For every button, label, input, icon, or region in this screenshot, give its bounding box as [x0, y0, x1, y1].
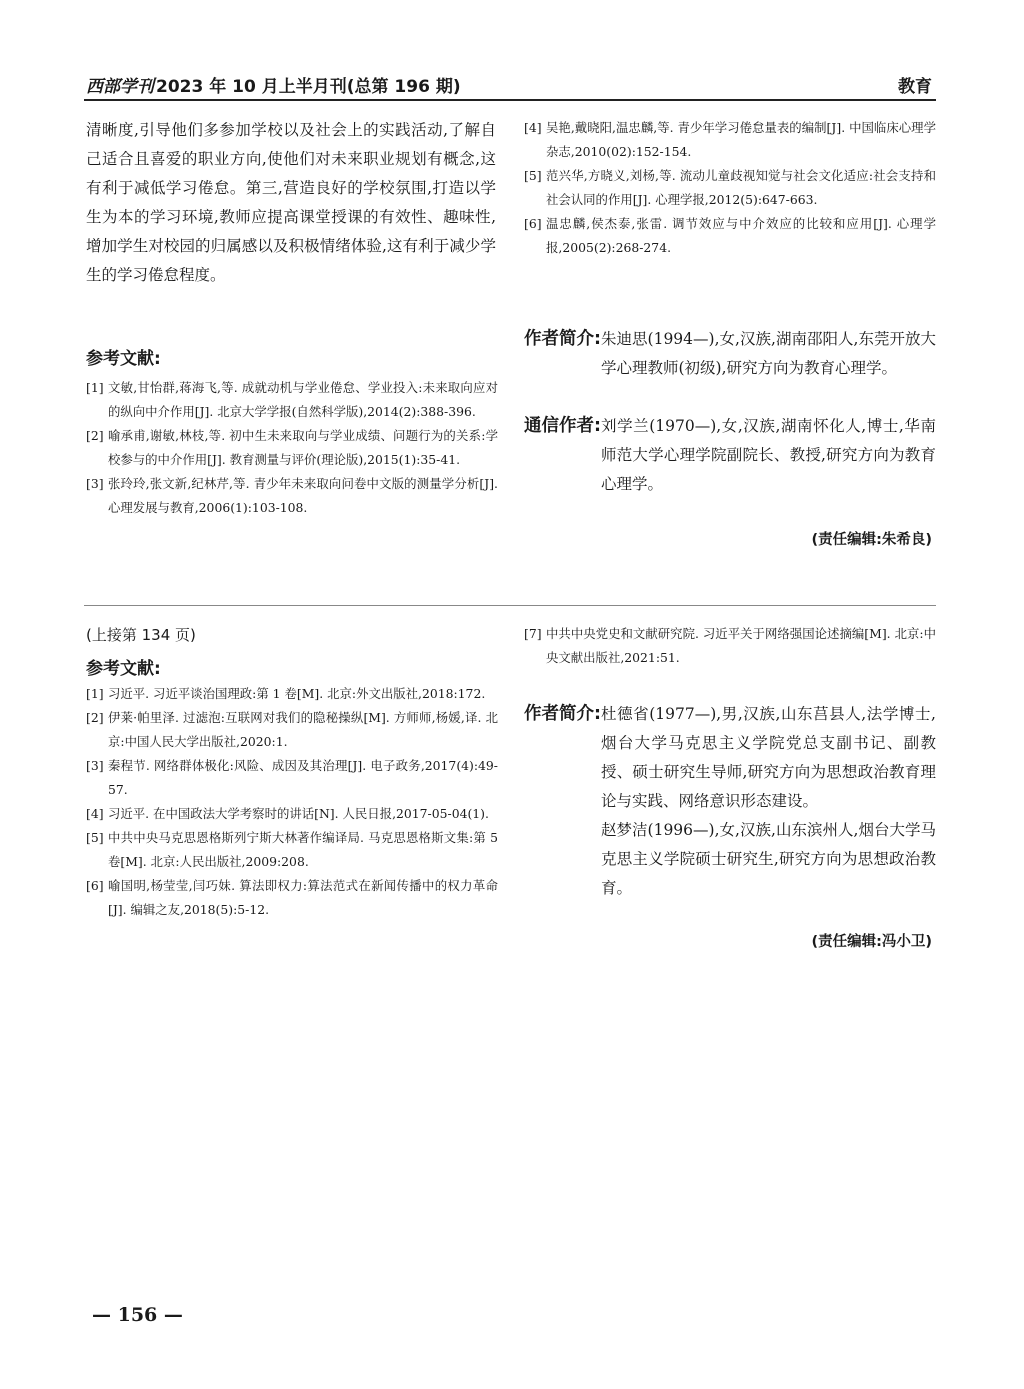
reference-item: [4] 习近平. 在中国政法大学考察时的讲话[N]. 人民日报,2017-05-04(1). — [86, 806, 489, 821]
reference-item: [5] 中共中央马克思恩格斯列宁斯大林著作编译局. 马克思恩格斯文集:第 5 卷[M]. 北京:人民出版社,2009:208. — [86, 830, 498, 869]
responsible-editor: (责任编辑:冯小卫) — [811, 934, 932, 950]
journal-header — [86, 72, 461, 97]
reference-item: [5] 范兴华,方晓义,刘杨,等. 流动儿童歧视知觉与社会文化适应:社会支持和社会认同的作用[J]. 心理学报,2012(5):647-663. — [524, 168, 936, 207]
reference-item: [6] 温忠麟,侯杰泰,张雷. 调节效应与中介效应的比较和应用[J]. 心理学报,2005(2):268-274. — [524, 216, 936, 255]
reference-item: [3] 张玲玲,张文新,纪林芹,等. 青少年未来取向问卷中文版的测量学分析[J]. 心理发展与教育,2006(1):103-108. — [86, 476, 498, 515]
body-paragraph: 清晰度,引导他们多参加学校以及社会上的实践活动,了解自己适合且喜爱的职业方向,使他们对未来职业规划有概念,这有利于减低学习倦怠。第三,营造良好的学校氛围,打造以学生为本的学习环境,教师应提高课堂授课的有效性、趣味性,增加学生对校园的归属感以及积极情绪体验,这有利于减少学生的学习倦怠程度。 — [86, 121, 496, 284]
corresponding-author — [524, 412, 936, 499]
author-bio — [524, 700, 936, 903]
reference-item: [6] 喻国明,杨莹莹,闫巧妹. 算法即权力:算法范式在新闻传播中的权力革命[J]. 编辑之友,2018(5):5-12. — [86, 878, 498, 917]
references-heading: 参考文献: — [86, 659, 161, 679]
reference-list-bottom-left — [86, 682, 498, 922]
journal-logo: 西部学刊 — [86, 77, 154, 97]
reference-item: [2] 伊莱·帕里泽. 过滤泡:互联网对我们的隐秘操纵[M]. 方师师,杨媛,译. 北京:中国人民大学出版社,2020:1. — [86, 710, 498, 749]
corresponding-author-label: 通信作者: — [524, 416, 601, 436]
author-bio-label: 作者简介: — [524, 329, 601, 349]
reference-item: [4] 吴艳,戴晓阳,温忠麟,等. 青少年学习倦怠量表的编制[J]. 中国临床心理学杂志,2010(02):152-154. — [524, 120, 936, 159]
responsible-editor: (责任编辑:朱希良) — [811, 532, 932, 548]
corresponding-author-text: 刘学兰(1970—),女,汉族,湖南怀化人,博士,华南师范大学心理学院副院长、教授,研究方向为教育心理学。 — [601, 417, 936, 493]
reference-item: [1] 习近平. 习近平谈治国理政:第 1 卷[M]. 北京:外文出版社,2018:172. — [86, 686, 486, 701]
author-bio-text-second: 赵梦洁(1996—),女,汉族,山东滨州人,烟台大学马克思主义学院硕士研究生,研究方向为思想政治教育。 — [601, 821, 936, 897]
section-divider — [84, 605, 936, 606]
author-bio-label: 作者简介: — [524, 704, 601, 724]
reference-list-top-right — [524, 116, 936, 260]
reference-item: [2] 喻承甫,谢敏,林枝,等. 初中生未来取向与学业成绩、问题行为的关系:学校参与的中介作用[J]. 教育测量与评价(理论版),2015(1):35-41. — [86, 428, 498, 467]
header-rule — [84, 99, 936, 101]
author-bio-text: 朱迪思(1994—),女,汉族,湖南邵阳人,东莞开放大学心理教师(初级),研究方向为教育心理学。 — [601, 330, 936, 377]
author-bio — [524, 325, 936, 383]
reference-item: [3] 秦程节. 网络群体极化:风险、成因及其治理[J]. 电子政务,2017(4):49-57. — [86, 758, 498, 797]
reference-list-bottom-right — [524, 622, 936, 670]
references-heading: 参考文献: — [86, 349, 161, 369]
reference-item: [7] 中共中央党史和文献研究院. 习近平关于网络强国论述摘编[M]. 北京:中央文献出版社,2021:51. — [524, 626, 936, 665]
reference-list-top-left — [86, 376, 498, 520]
continued-from-note: (上接第 134 页) — [86, 626, 196, 644]
section-title: 教育 — [898, 77, 932, 97]
reference-item: [1] 文敏,甘怡群,蒋海飞,等. 成就动机与学业倦怠、学业投入:未来取向应对的纵向中介作用[J]. 北京大学学报(自然科学版),2014(2):388-396. — [86, 380, 498, 419]
author-bio-text: 杜德省(1977—),男,汉族,山东莒县人,法学博士,烟台大学马克思主义学院党总支副书记、副教授、硕士研究生导师,研究方向为思想政治教育理论与实践、网络意识形态建设。 — [601, 705, 936, 810]
issue-info: 2023 年 10 月上半月刊(总第 196 期) — [156, 77, 461, 97]
page-number: — 156 — — [92, 1304, 183, 1326]
